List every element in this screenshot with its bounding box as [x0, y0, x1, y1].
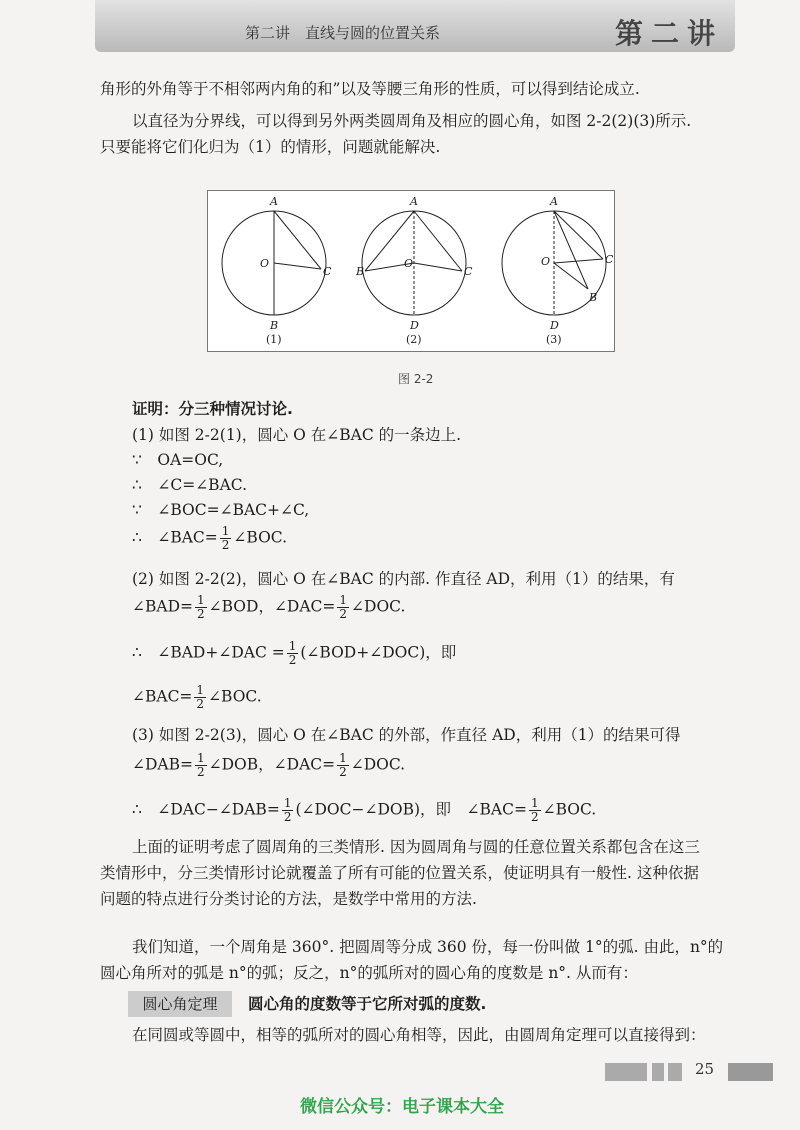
svg-text:B: B [270, 319, 279, 332]
fraction-half: $\frac{1}{2}$ [530, 796, 539, 824]
svg-text:C: C [464, 265, 473, 278]
svg-text:O: O [541, 255, 551, 268]
text-line: 圆心角所对的弧是 n°的弧；反之，n°的弧所对的圆心角的度数是 n°. 从而有： [100, 964, 638, 982]
theorem-statement: 圆心角的度数等于它所对弧的度数. [248, 995, 487, 1013]
fraction-half: $\frac{1}{2}$ [197, 593, 205, 621]
text-line: 上面的证明考虑了圆周角的三类情形. 因为圆周角与圆的任意位置关系都包含在这三 [132, 838, 700, 856]
case-1: (1) 如图 2-2(1)，圆心 O 在∠BAC 的一条边上. [132, 426, 462, 444]
theorem-tag: 圆心角定理 [128, 991, 232, 1017]
fraction-half: $\frac{1}{2}$ [221, 524, 230, 552]
footer-bar [652, 1063, 664, 1081]
chapter-title: 第二讲 直线与圆的位置关系 [245, 24, 441, 42]
figure-caption: 图 2-2 [398, 372, 434, 386]
footer-bar [668, 1063, 682, 1081]
svg-text:C: C [605, 253, 614, 266]
watermark-text: 微信公众号：电子课本大全 [300, 1097, 504, 1117]
step: ∴ ∠BAD+∠DAC = $\frac{1}{2}$ (∠BOD+∠DOC)，即 [132, 639, 457, 667]
step: ∵ ∠BOC=∠BAC+∠C, [132, 501, 310, 519]
case-3: (3) 如图 2-2(3)，圆心 O 在∠BAC 的外部，作直径 AD，利用（1）的结果可得 [132, 726, 681, 744]
svg-text:C: C [323, 265, 332, 278]
svg-text:(2): (2) [406, 333, 422, 346]
fraction-half: $\frac{1}{2}$ [197, 751, 205, 779]
page-number: 25 [695, 1060, 715, 1078]
svg-text:(1): (1) [266, 333, 282, 346]
circle-diagrams [208, 191, 614, 351]
fraction-half: $\frac{1}{2}$ [288, 639, 297, 667]
text-line: 问题的特点进行分类讨论的方法，是数学中常用的方法. [100, 890, 477, 908]
case-2: (2) 如图 2-2(2)，圆心 O 在∠BAC 的内部. 作直径 AD，利用（1）的结果，有 [132, 570, 675, 588]
svg-text:D: D [550, 319, 559, 332]
step: ∴ ∠DAC−∠DAB= $\frac{1}{2}$ (∠DOC−∠DOB)，即 ∠BAC= $\frac{1}{2}$ ∠BOC. [132, 796, 597, 824]
svg-text:O: O [260, 257, 270, 270]
svg-text:B: B [356, 265, 365, 278]
svg-text:A: A [550, 195, 558, 208]
step: ∴ ∠C=∠BAC. [132, 476, 248, 494]
svg-text:O: O [404, 257, 414, 270]
figure-2-2 [207, 190, 615, 352]
step: ∴ ∠BAC= $\frac{1}{2}$ ∠BOC. [132, 524, 288, 552]
text-line: 角形的外角等于不相邻两内角的和”以及等腰三角形的性质，可以得到结论成立. [100, 80, 640, 98]
text-line: 在同圆或等圆中，相等的弧所对的圆心角相等，因此，由圆周角定理可以直接得到： [132, 1026, 706, 1044]
text-line: 我们知道，一个周角是 360°. 把圆周等分成 360 份，每一份叫做 1°的弧. 由此，n°的 [132, 938, 724, 956]
text-line: 类情形中，分三类情形讨论就覆盖了所有可能的位置关系，使证明具有一般性. 这种依据 [100, 864, 699, 882]
step: ∠BAD= $\frac{1}{2}$ ∠BOD，∠DAC= $\frac{1}{2}$ ∠DOC. [132, 593, 406, 621]
svg-text:D: D [410, 319, 419, 332]
svg-text:B: B [589, 291, 598, 304]
fraction-half: $\frac{1}{2}$ [339, 751, 347, 779]
svg-text:A: A [270, 195, 278, 208]
fraction-half: $\frac{1}{2}$ [339, 593, 348, 621]
step: ∵ OA=OC, [132, 451, 224, 469]
svg-text:A: A [410, 195, 418, 208]
proof-title: 证明：分三种情况讨论. [132, 400, 293, 418]
text-line: 只要能将它们化归为（1）的情形，问题就能解决. [100, 138, 441, 156]
step: ∠BAC= $\frac{1}{2}$ ∠BOC. [132, 683, 262, 711]
footer-bar [728, 1063, 773, 1081]
footer-bar [605, 1063, 647, 1081]
lecture-label: 第二讲 [615, 17, 724, 50]
text-line: 以直径为分界线，可以得到另外两类圆周角及相应的圆心角，如图 2-2(2)(3)所示. [132, 112, 692, 130]
svg-text:(3): (3) [546, 333, 562, 346]
fraction-half: $\frac{1}{2}$ [283, 796, 292, 824]
step: ∠DAB= $\frac{1}{2}$ ∠DOB，∠DAC= $\frac{1}{2}$ ∠DOC. [132, 751, 406, 779]
page-header [95, 0, 735, 52]
fraction-half: $\frac{1}{2}$ [196, 683, 205, 711]
